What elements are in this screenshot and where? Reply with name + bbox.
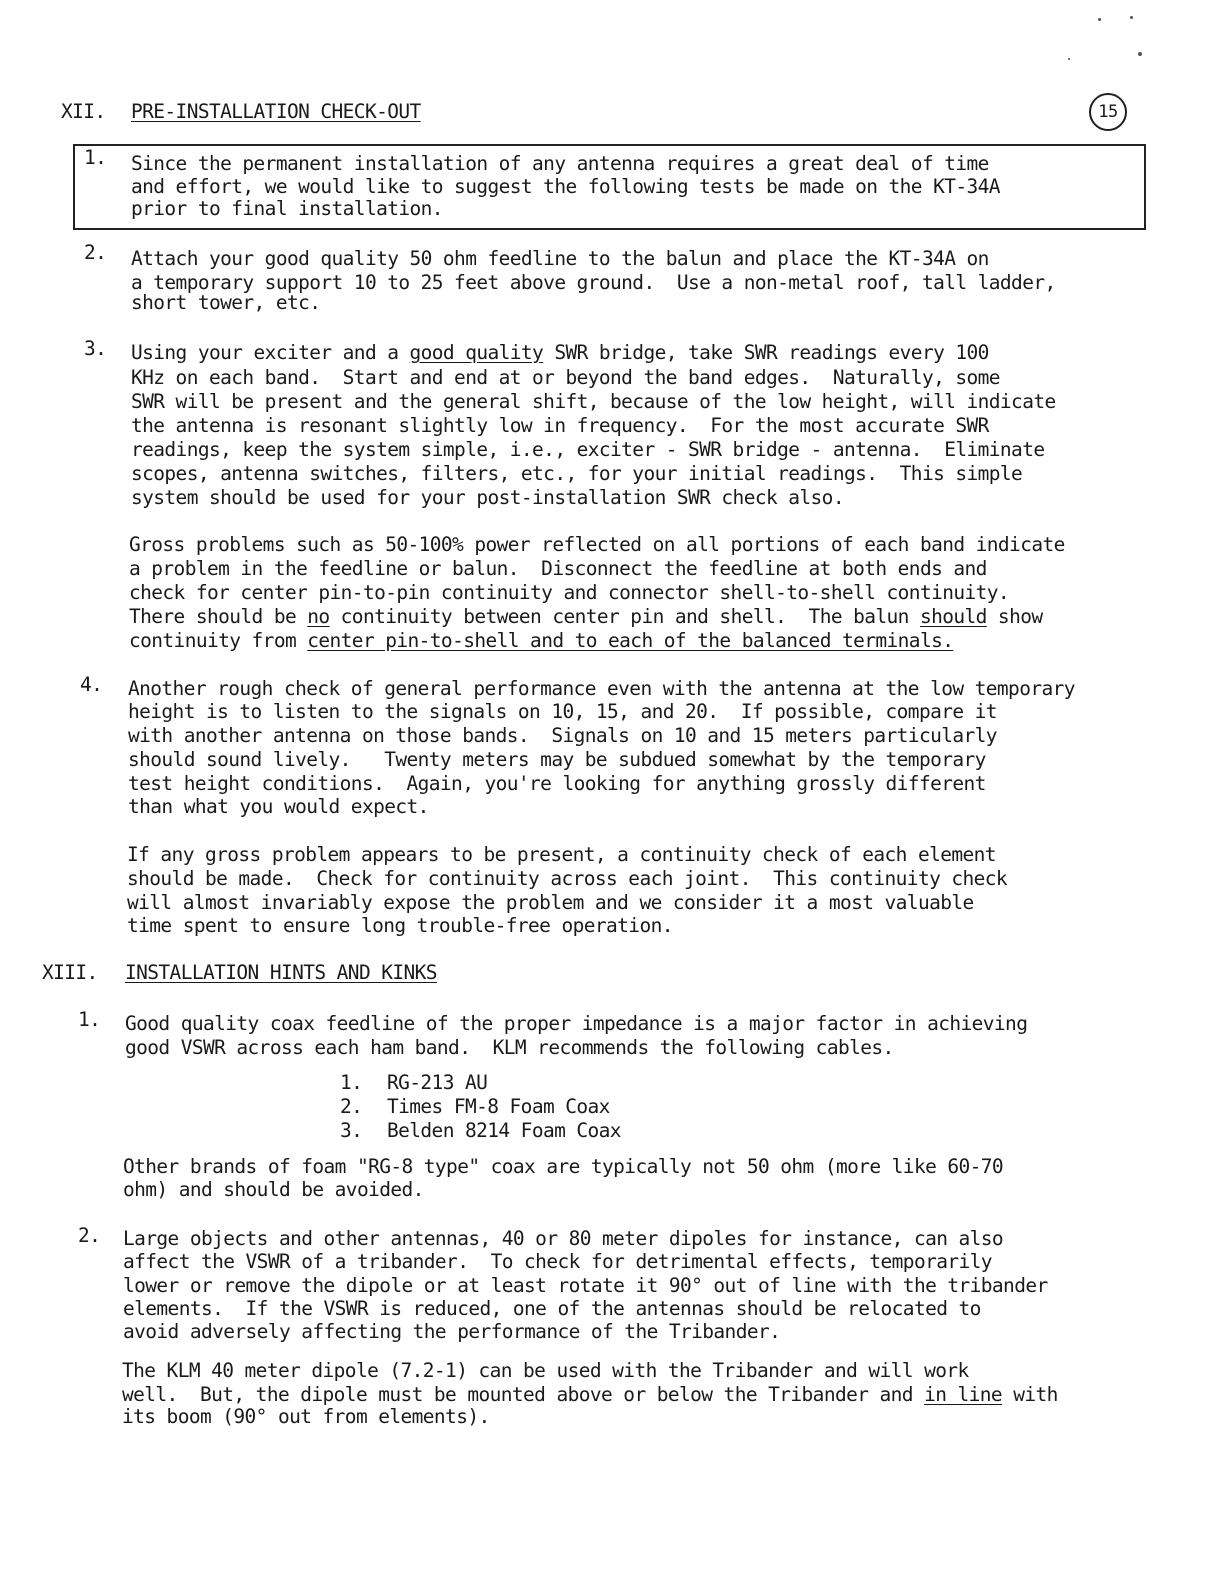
text-line	[122, 1383, 1058, 1406]
underlined-text: in line	[924, 1383, 1003, 1406]
text-line: SWR will be present and the general shift, because of the low height, will indicate	[131, 390, 1056, 413]
text-line: a temporary support 10 to 25 feet above ground. Use a non-metal roof, tall ladder,	[131, 271, 1056, 294]
xii-item1-num: 1.	[84, 146, 107, 169]
text-line: check for center pin-to-pin continuity and connector shell-to-shell continuity.	[129, 581, 1010, 604]
text-line: time spent to ensure long trouble-free operation.	[127, 914, 673, 937]
text-line: scopes, antenna switches, filters, etc., for your initial readings. This simple	[131, 462, 1023, 485]
scan-speck	[1130, 16, 1133, 19]
scan-speck	[1138, 52, 1142, 56]
text-span: show	[986, 605, 1043, 628]
text-span: well. But, the dipole must be mounted above or below the Tribander and	[122, 1383, 925, 1406]
underlined-text: good quality	[409, 341, 544, 364]
cable-list-num: 3.	[340, 1119, 363, 1142]
page-number-text: 15	[1098, 102, 1118, 122]
text-line: the antenna is resonant slightly low in frequency. For the most accurate SWR	[131, 414, 989, 437]
xiii-item1-num: 1.	[78, 1008, 101, 1031]
underlined-text: should	[919, 605, 987, 628]
text-line	[129, 629, 953, 652]
text-span: continuity from	[129, 629, 308, 652]
text-line: should sound lively. Twenty meters may be subdued somewhat by the temporary	[128, 748, 986, 771]
text-span: SWR bridge, take SWR readings every 100	[543, 341, 989, 364]
cable-list-item: RG-213 AU	[387, 1071, 488, 1094]
text-span: continuity between center pin and shell. The balun	[329, 605, 920, 628]
text-line: The KLM 40 meter dipole (7.2-1) can be used with the Tribander and will work	[122, 1359, 969, 1382]
text-line: test height conditions. Again, you're looking for anything grossly different	[128, 772, 986, 795]
text-line: Attach your good quality 50 ohm feedline to the balun and place the KT-34A on	[131, 247, 989, 270]
section-xiii-title: INSTALLATION HINTS AND KINKS	[125, 961, 437, 984]
text-span: There should be	[129, 605, 308, 628]
cable-list-item: Belden 8214 Foam Coax	[387, 1119, 621, 1142]
text-line	[129, 605, 1043, 628]
scan-speck	[1068, 58, 1070, 60]
text-line: Since the permanent installation of any antenna requires a great deal of time	[131, 152, 989, 175]
underlined-text: center pin-to-shell and to each of the balanced terminals.	[307, 629, 954, 652]
text-line: Good quality coax feedline of the proper impedance is a major factor in achieving	[125, 1012, 1028, 1035]
xiii-item2-num: 2.	[78, 1224, 101, 1247]
cable-list-num: 1.	[340, 1071, 363, 1094]
text-line: short tower, etc.	[131, 291, 321, 314]
text-line: affect the VSWR of a tribander. To check for detrimental effects, temporarily	[123, 1250, 992, 1273]
text-line: Another rough check of general performance even with the antenna at the low temporary	[128, 677, 1075, 700]
text-line: readings, keep the system simple, i.e., exciter - SWR bridge - antenna. Eliminate	[131, 438, 1045, 461]
text-line: Large objects and other antennas, 40 or 80 meter dipoles for instance, can also	[123, 1227, 1004, 1250]
text-line: KHz on each band. Start and end at or beyond the band edges. Naturally, some	[131, 366, 1000, 389]
text-line: system should be used for your post-installation SWR check also.	[131, 486, 844, 509]
text-line: Other brands of foam "RG-8 type" coax are typically not 50 ohm (more like 60-70	[123, 1155, 1004, 1178]
text-line: good VSWR across each ham band. KLM recommends the following cables.	[125, 1036, 894, 1059]
text-line	[131, 341, 989, 364]
text-line: ohm) and should be avoided.	[123, 1178, 424, 1201]
text-line: will almost invariably expose the problem and we consider it a most valuable	[127, 891, 974, 914]
text-line: If any gross problem appears to be present, a continuity check of each element	[127, 843, 996, 866]
xii-item3-num: 3.	[84, 337, 107, 360]
xii-item4-num: 4.	[80, 673, 103, 696]
text-line: prior to final installation.	[131, 197, 443, 220]
text-line: avoid adversely affecting the performance of the Tribander.	[123, 1320, 781, 1343]
cable-list-num: 2.	[340, 1095, 363, 1118]
section-xii-title: PRE-INSTALLATION CHECK-OUT	[131, 100, 421, 123]
text-span: Using your exciter and a	[131, 341, 410, 364]
text-line: with another antenna on those bands. Signals on 10 and 15 meters particularly	[128, 724, 997, 747]
text-line: should be made. Check for continuity across each joint. This continuity check	[127, 867, 1008, 890]
page-number	[1089, 93, 1127, 131]
text-line: than what you would expect.	[128, 795, 429, 818]
text-line: lower or remove the dipole or at least rotate it 90° out of line with the tribander	[123, 1274, 1048, 1297]
scan-speck	[1098, 18, 1101, 21]
text-span: with	[1002, 1383, 1058, 1406]
xii-item2-num: 2.	[84, 241, 107, 264]
text-line: a problem in the feedline or balun. Disconnect the feedline at both ends and	[129, 557, 987, 580]
text-line: its boom (90° out from elements).	[122, 1405, 490, 1428]
text-line: and effort, we would like to suggest the following tests be made on the KT-34A	[131, 175, 1000, 198]
section-xiii-numeral: XIII.	[42, 961, 98, 984]
cable-list-item: Times FM-8 Foam Coax	[387, 1095, 610, 1118]
section-xii-numeral: XII.	[61, 100, 106, 123]
text-line: height is to listen to the signals on 10, 15, and 20. If possible, compare it	[128, 700, 997, 723]
text-line: elements. If the VSWR is reduced, one of the antennas should be relocated to	[123, 1297, 981, 1320]
text-line: Gross problems such as 50-100% power reflected on all portions of each band indicate	[129, 533, 1065, 556]
underlined-text: no	[307, 605, 330, 628]
